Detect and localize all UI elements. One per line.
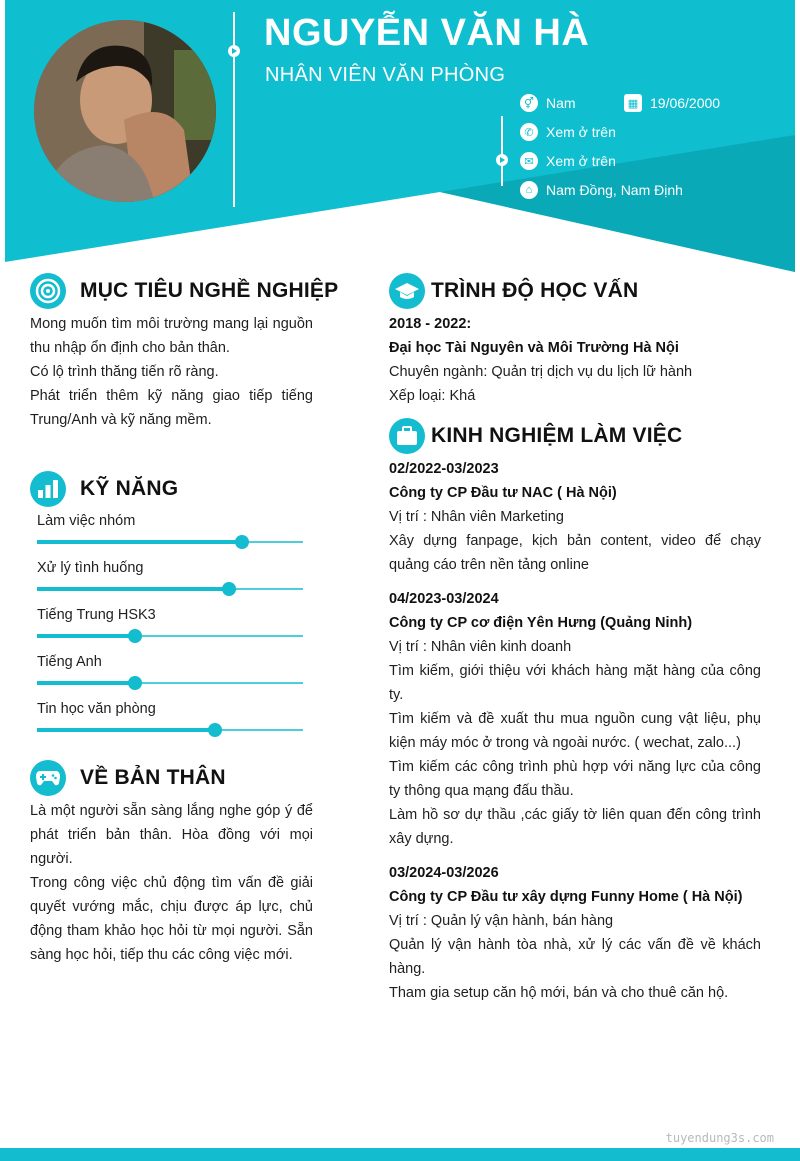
job-detail: Xây dựng fanpage, kịch bản content, video để chạy quảng cáo trên nền tảng online <box>389 533 761 573</box>
home-icon: ⌂ <box>520 181 538 199</box>
about-heading <box>30 760 226 796</box>
header-divider-line <box>233 12 235 207</box>
calendar-icon: ▦ <box>624 94 642 112</box>
job-period: 02/2022-03/2023 <box>389 461 499 477</box>
skill-fill <box>37 681 135 685</box>
birthday-info <box>624 94 720 112</box>
skill-knob <box>222 582 236 596</box>
skill-label: Xử lý tình huống <box>37 560 144 576</box>
about-text <box>30 799 313 967</box>
skill-label: Tiếng Trung HSK3 <box>37 607 156 623</box>
header-divider-dot <box>228 45 240 57</box>
job-entry <box>389 587 761 851</box>
phone-icon: ✆ <box>520 123 538 141</box>
job-entry <box>389 861 761 1005</box>
job-company: Công ty CP Đầu tư xây dựng Funny Home ( Hà Nội) <box>389 889 743 905</box>
job-detail: Tìm kiếm, giới thiệu với khách hàng mặt hàng của công ty. <box>389 663 761 703</box>
job-position: Vị trí : Nhân viên kinh doanh <box>389 639 572 655</box>
job-entry <box>389 457 761 577</box>
skill-item <box>37 560 303 600</box>
objective-line: Phát triển thêm kỹ năng giao tiếp tiếng Trung/Anh và kỹ năng mềm. <box>30 388 313 428</box>
skills-heading <box>30 471 178 507</box>
job-position: Vị trí : Nhân viên Marketing <box>389 509 564 525</box>
skill-knob <box>235 535 249 549</box>
email-value: Xem ở trên <box>546 153 616 169</box>
objective-title: MỤC TIÊU NGHỀ NGHIỆP <box>80 279 339 302</box>
skill-knob <box>128 676 142 690</box>
gamepad-icon <box>30 760 66 796</box>
graduation-cap-icon <box>389 273 425 309</box>
skill-label: Tiếng Anh <box>37 654 102 670</box>
email-icon: ✉ <box>520 152 538 170</box>
experience-heading <box>389 418 682 454</box>
watermark: tuyendung3s.com <box>665 1131 774 1145</box>
skills-title: KỸ NĂNG <box>80 477 179 500</box>
address-value: Nam Đồng, Nam Định <box>546 182 683 198</box>
education-period: 2018 - 2022: <box>389 316 472 332</box>
experience-title: KINH NGHIỆM LÀM VIỆC <box>431 424 683 447</box>
job-company: Công ty CP cơ điện Yên Hưng (Quảng Ninh) <box>389 615 693 631</box>
skill-fill <box>37 540 242 544</box>
target-icon <box>30 273 66 309</box>
job-position: Vị trí : Quản lý vận hành, bán hàng <box>389 913 614 929</box>
contact-divider-dot <box>496 154 508 166</box>
skill-label: Làm việc nhóm <box>37 513 136 529</box>
about-line: Trong công việc chủ động tìm vấn đề giải quyết vướng mắc, chịu được áp lực, chủ động tham khảo học hỏi từ mọi người. Sẵn sàng học hỏi, tiếp thu các công việc mới. <box>30 875 313 963</box>
candidate-job-title: NHÂN VIÊN VĂN PHÒNG <box>265 64 506 86</box>
education-school: Đại học Tài Nguyên và Môi Trường Hà Nội <box>389 340 679 356</box>
phone-value: Xem ở trên <box>546 124 616 140</box>
gender-info <box>520 94 576 112</box>
skill-item <box>37 607 303 647</box>
address-info <box>520 181 683 199</box>
skill-item <box>37 654 303 694</box>
job-period: 03/2024-03/2026 <box>389 865 499 881</box>
skill-item <box>37 701 303 741</box>
candidate-name: NGUYỄN VĂN HÀ <box>264 12 590 54</box>
gender-value: Nam <box>546 95 576 111</box>
job-detail: Quản lý vận hành tòa nhà, xử lý các vấn đề về khách hàng. <box>389 937 761 977</box>
bar-chart-icon <box>30 471 66 507</box>
contact-divider-line <box>501 116 503 186</box>
job-detail: Tìm kiếm và đề xuất thu mua nguồn cung vật liệu, phụ kiện máy móc ở trong và ngoài nước. ( wechat, zalo...) <box>389 711 761 751</box>
job-company: Công ty CP Đầu tư NAC ( Hà Nội) <box>389 485 617 501</box>
job-detail: Tìm kiếm các công trình phù hợp với năng lực của công ty thông qua mạng đấu thầu. <box>389 759 761 799</box>
skill-knob <box>128 629 142 643</box>
education-text <box>389 312 761 408</box>
email-info <box>520 152 616 170</box>
avatar <box>34 20 216 202</box>
job-detail: Tham gia setup căn hộ mới, bán và cho thuê căn hộ. <box>389 985 729 1001</box>
education-grade: Xếp loại: Khá <box>389 388 476 404</box>
briefcase-icon <box>389 418 425 454</box>
objective-text <box>30 312 313 432</box>
skill-knob <box>208 723 222 737</box>
about-line: Là một người sẵn sàng lắng nghe góp ý để phát triển bản thân. Hòa đồng với mọi người. <box>30 803 313 867</box>
objective-line: Có lộ trình thăng tiến rõ ràng. <box>30 364 219 380</box>
skill-fill <box>37 634 135 638</box>
footer-bar <box>0 1148 800 1161</box>
skill-item <box>37 513 303 553</box>
education-major: Chuyên ngành: Quản trị dịch vụ du lịch lữ hành <box>389 364 693 380</box>
skill-fill <box>37 728 215 732</box>
gender-icon: ⚥ <box>520 94 538 112</box>
phone-info <box>520 123 616 141</box>
objective-line: Mong muốn tìm môi trường mang lại nguồn thu nhập ổn định cho bản thân. <box>30 316 313 356</box>
education-title: TRÌNH ĐỘ HỌC VẤN <box>431 279 639 302</box>
birthday-value: 19/06/2000 <box>650 95 721 111</box>
about-title: VỀ BẢN THÂN <box>80 766 226 789</box>
job-detail: Làm hồ sơ dự thầu ,các giấy tờ liên quan đến công trình xây dựng. <box>389 807 761 847</box>
skill-label: Tin học văn phòng <box>37 701 156 717</box>
skill-fill <box>37 587 229 591</box>
objective-heading <box>30 273 338 309</box>
job-period: 04/2023-03/2024 <box>389 591 499 607</box>
education-heading <box>389 273 638 309</box>
